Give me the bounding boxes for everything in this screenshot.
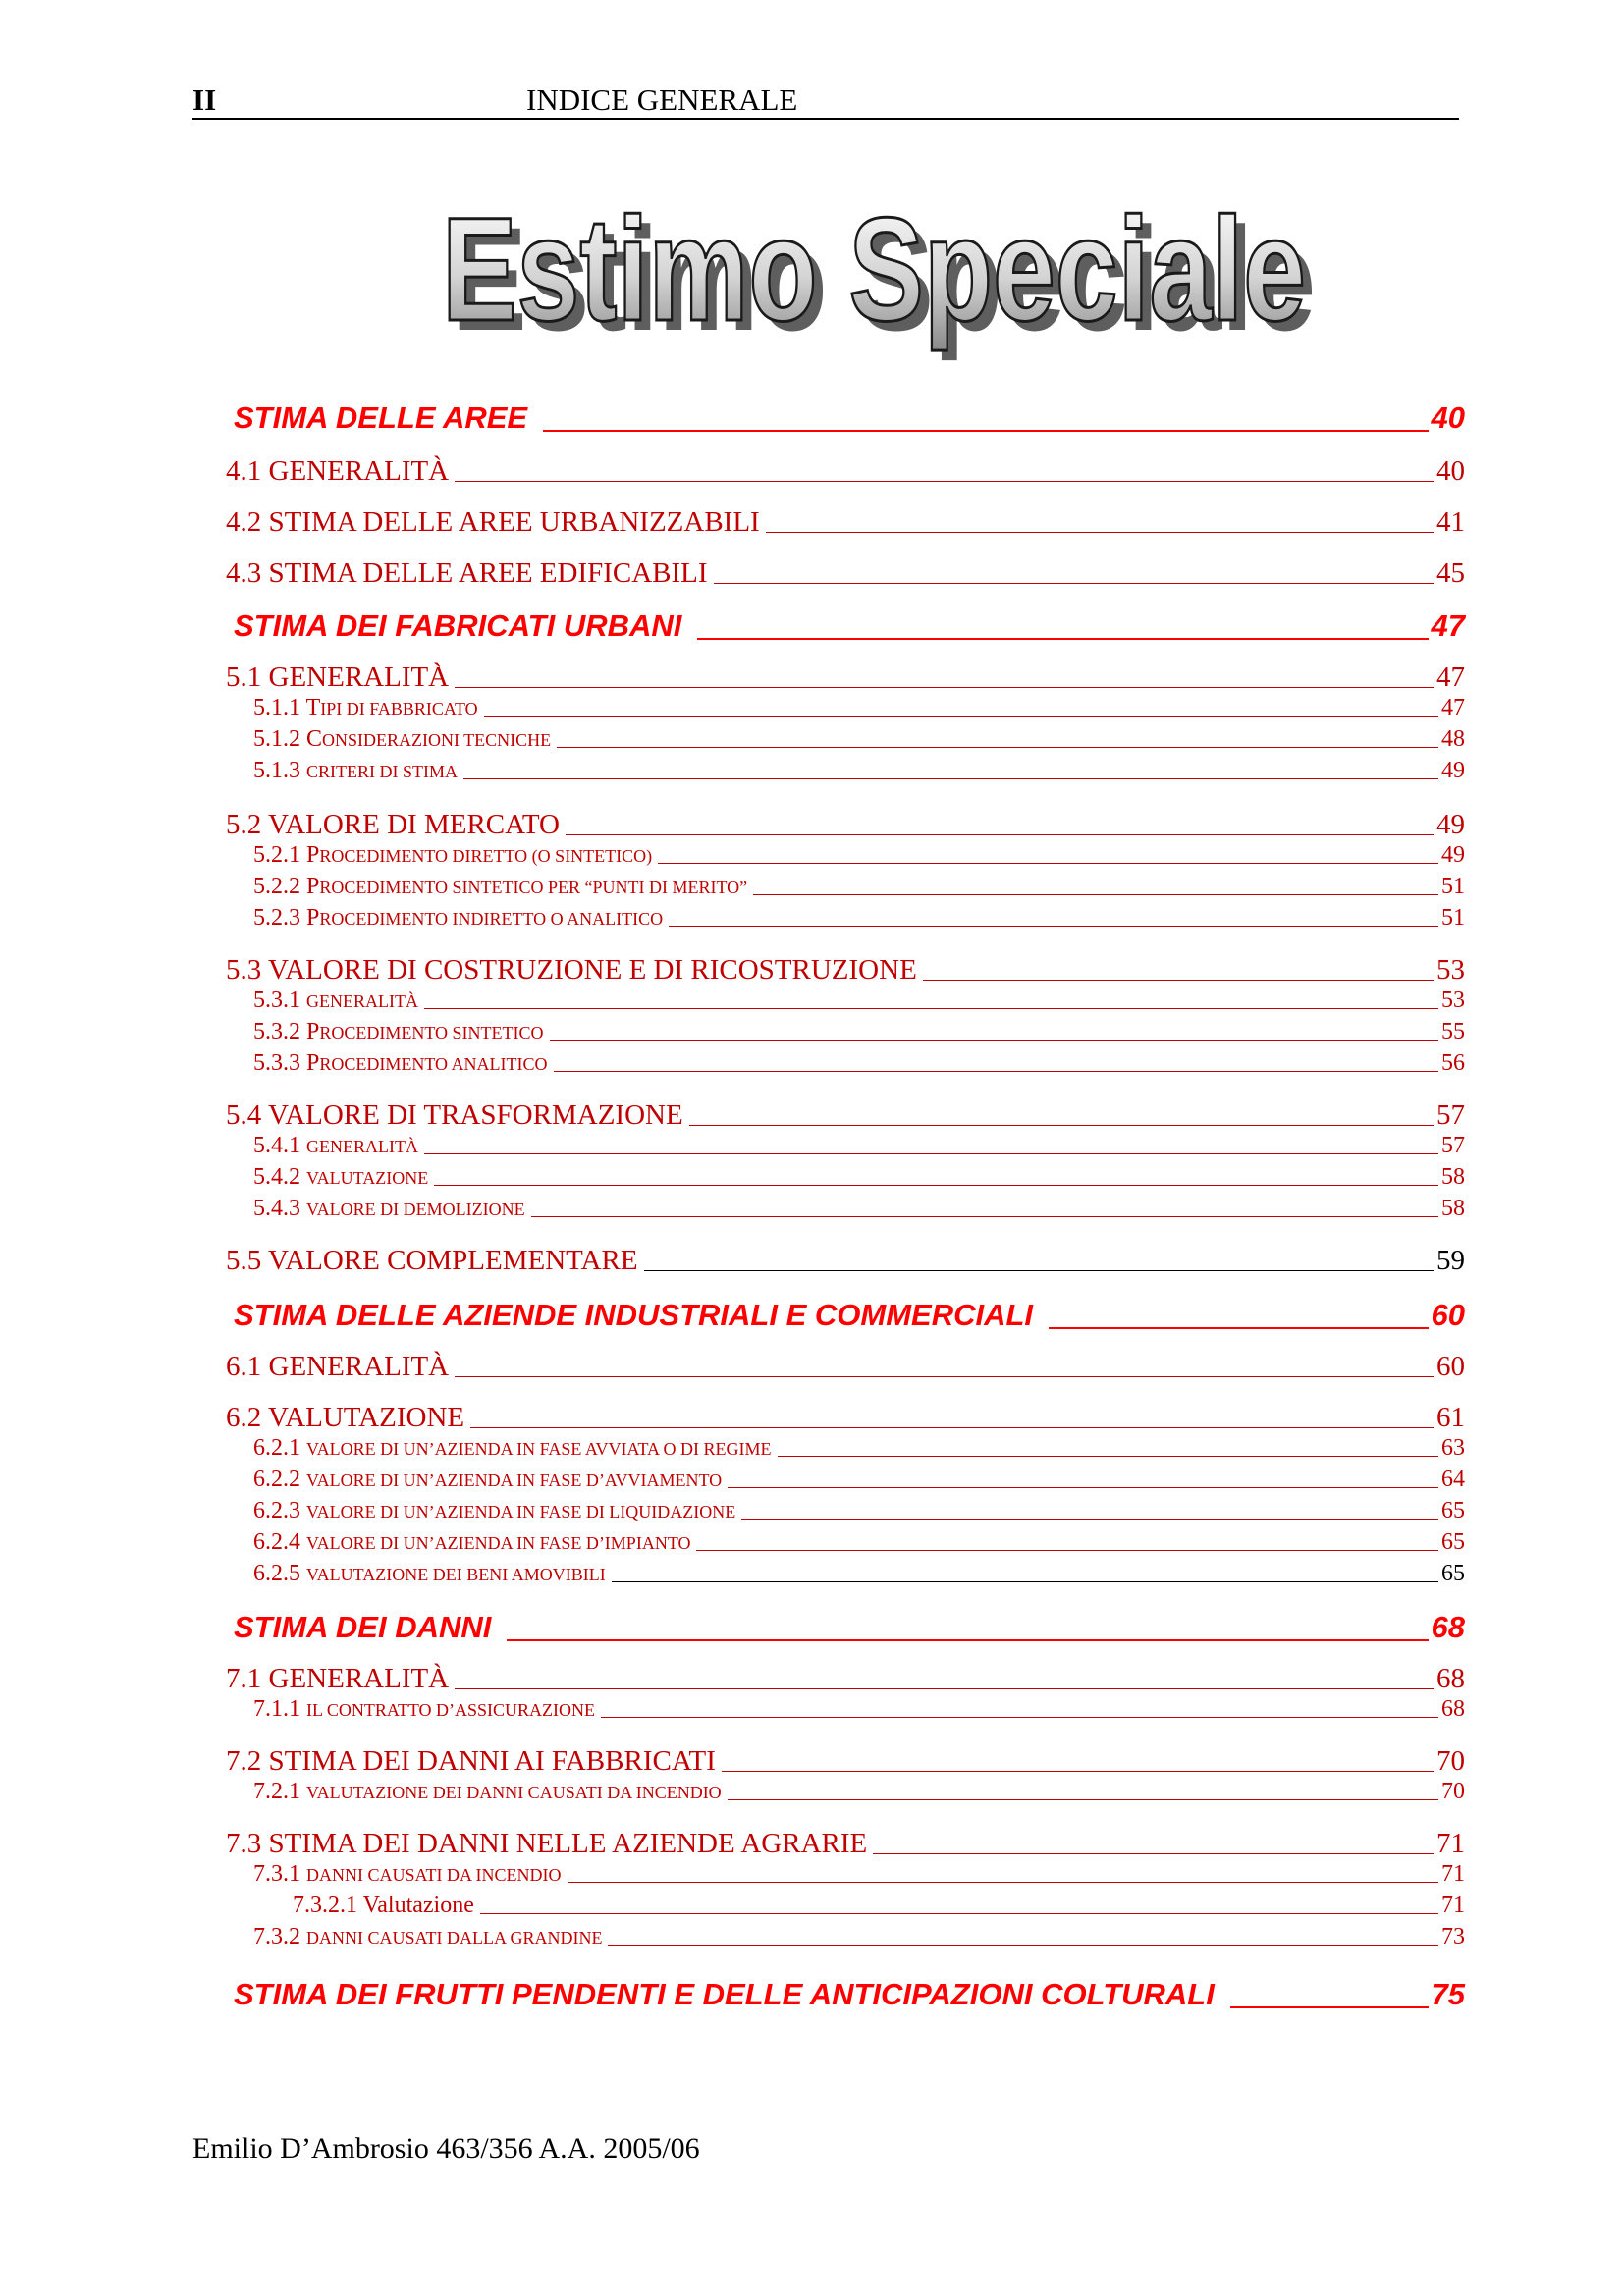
toc-entry-title: ROCEDIMENTO INDIRETTO O ANALITICO (319, 909, 664, 929)
toc-chapter[interactable] (226, 1610, 1465, 1645)
toc-page-number: 75 (1431, 1977, 1465, 2011)
toc-entry-title: GENERALITÀ (268, 1663, 450, 1694)
dot-leader (923, 980, 1434, 981)
toc-entry-number: 5.4.1 (253, 1133, 300, 1158)
dot-leader (1049, 1327, 1428, 1329)
dot-leader (601, 1717, 1438, 1718)
dot-leader (424, 1153, 1438, 1154)
toc-entry-initial: P (306, 874, 320, 899)
toc-entry-title: ROCEDIMENTO DIRETTO (O SINTETICO) (319, 846, 653, 866)
dot-leader (566, 834, 1434, 835)
toc-page-number: 45 (1436, 558, 1465, 589)
toc-subentry[interactable] (226, 905, 1465, 932)
dot-leader (543, 430, 1428, 432)
dot-leader (696, 1550, 1438, 1551)
toc-entry[interactable] (226, 1351, 1465, 1383)
toc-entry[interactable] (226, 1828, 1465, 1860)
dot-leader (722, 1771, 1434, 1772)
toc-page-number: 59 (1436, 1245, 1465, 1276)
toc-entry-title: IL CONTRATTO D’ASSICURAZIONE (306, 1700, 595, 1720)
toc-subentry[interactable] (226, 1050, 1465, 1077)
toc-chapter[interactable] (226, 400, 1465, 436)
toc-entry-number: 5.2.1 (253, 842, 300, 868)
toc-page-number: 47 (1431, 609, 1465, 643)
toc-page-number: 68 (1436, 1663, 1465, 1694)
toc-entry-number: 7.3.1 (253, 1861, 300, 1887)
toc-page-number: 71 (1436, 1828, 1465, 1859)
toc-entry-title: STIMA DELLE AREE URBANIZZABILI (268, 507, 760, 538)
toc-page-number: 71 (1441, 1893, 1465, 1918)
toc-page-number: 53 (1441, 988, 1465, 1013)
toc-subentry[interactable] (226, 1561, 1465, 1587)
toc-subentry[interactable] (226, 1467, 1465, 1493)
toc-entry-number: 5.5 (226, 1245, 262, 1276)
toc-entry[interactable] (226, 1402, 1465, 1434)
toc-entry-number: 7.2.1 (253, 1779, 300, 1804)
toc-page-number: 58 (1441, 1196, 1465, 1221)
toc-chapter-title: STIMA DELLE AREE (234, 400, 528, 435)
toc-subentry[interactable] (226, 1133, 1465, 1159)
dot-leader (778, 1456, 1438, 1457)
toc-page-number: 41 (1436, 507, 1465, 538)
toc-entry-title: VALORE DI UN’AZIENDA IN FASE DI LIQUIDAZIONE (306, 1502, 736, 1522)
dot-leader (644, 1270, 1434, 1271)
toc-entry-title: STIMA DEI DANNI AI FABBRICATI (268, 1745, 716, 1777)
toc-entry[interactable] (226, 455, 1465, 488)
toc-entry[interactable] (226, 558, 1465, 590)
dot-leader (658, 863, 1438, 864)
toc-subentry[interactable] (226, 695, 1465, 721)
toc-subentry[interactable] (226, 1861, 1465, 1888)
toc-entry-title: GENERALITÀ (268, 1351, 450, 1382)
toc-chapter[interactable] (226, 609, 1465, 644)
banner-wordart (422, 175, 1345, 361)
toc-entry-title: VALORE DI DEMOLIZIONE (306, 1200, 525, 1219)
toc-entry-number: 5.3.3 (253, 1050, 300, 1076)
dot-leader (608, 1945, 1438, 1946)
toc-entry-number: 7.3.2 (253, 1924, 300, 1949)
toc-entry-title: STIMA DEI DANNI NELLE AZIENDE AGRARIE (268, 1828, 868, 1859)
header-title: INDICE GENERALE (526, 82, 798, 117)
toc-page-number: 49 (1436, 809, 1465, 840)
toc-entry-title: VALORE COMPLEMENTARE (267, 1245, 638, 1276)
toc-entry[interactable] (226, 809, 1465, 841)
toc-entry-number: 6.2.4 (253, 1529, 300, 1555)
toc-entry[interactable] (226, 1663, 1465, 1695)
dot-leader (480, 1913, 1438, 1914)
toc-page-number: 51 (1441, 905, 1465, 931)
toc-page-number: 47 (1436, 662, 1465, 693)
toc-entry-title: DANNI CAUSATI DA INCENDIO (306, 1865, 562, 1885)
toc-entry-number: 6.1 (226, 1351, 262, 1382)
dot-leader (550, 1040, 1438, 1041)
toc-chapter[interactable] (226, 1977, 1465, 2012)
toc-entry[interactable] (226, 954, 1465, 987)
toc-entry-number: 5.1 (226, 662, 262, 693)
toc-subentry[interactable] (226, 1924, 1465, 1950)
toc-entry-number: 5.4.2 (253, 1164, 300, 1190)
toc-entry-initial: P (306, 905, 320, 931)
toc-page-number: 49 (1441, 758, 1465, 783)
toc-entry-number: 5.1.3 (253, 758, 300, 783)
toc-page-number: 51 (1441, 874, 1465, 899)
toc-entry-title: GENERALITÀ (268, 662, 450, 693)
toc-entry-number: 5.4.3 (253, 1196, 300, 1221)
toc-subentry[interactable] (226, 1196, 1465, 1222)
toc-page-number: 65 (1441, 1498, 1465, 1523)
dot-leader (434, 1185, 1438, 1186)
toc-entry-title: GENERALITÀ (268, 455, 450, 487)
toc-entry-number: 6.2 (226, 1402, 262, 1433)
toc-entry-title: ROCEDIMENTO SINTETICO PER “PUNTI DI MERITO” (319, 878, 748, 897)
toc-entry-title: VALORE DI TRASFORMAZIONE (267, 1099, 683, 1131)
dot-leader (557, 747, 1438, 748)
toc-subentry[interactable] (226, 1019, 1465, 1045)
dot-leader (741, 1519, 1438, 1520)
toc-entry[interactable] (226, 1099, 1465, 1132)
toc-entry-title: VALUTAZIONE DEI DANNI CAUSATI DA INCENDIO (306, 1783, 722, 1802)
dot-leader (1230, 2006, 1429, 2008)
toc-entry[interactable] (226, 1245, 1465, 1277)
toc-entry-number: 6.2.1 (253, 1435, 300, 1461)
toc-entry-number: 7.1 (226, 1663, 262, 1694)
toc-subentry[interactable] (226, 1696, 1465, 1723)
toc-entry-initial: C (306, 726, 323, 752)
toc-entry-title: GENERALITÀ (306, 1137, 418, 1156)
toc-entry-initial: P (306, 1050, 320, 1076)
dot-leader (463, 778, 1438, 779)
toc-page-number: 70 (1436, 1745, 1465, 1777)
toc-page-number: 47 (1441, 695, 1465, 721)
toc-entry-number: 5.3 (226, 954, 262, 986)
toc-subentry[interactable] (226, 842, 1465, 869)
dot-leader (507, 1639, 1428, 1641)
toc-entry-initial: P (306, 842, 320, 868)
banner-shadow: Estimo Speciale (452, 196, 1316, 361)
toc-entry-title: GENERALITÀ (306, 991, 418, 1011)
toc-chapter[interactable] (226, 1298, 1465, 1333)
toc-subentry[interactable] (226, 874, 1465, 900)
toc-page-number: 65 (1441, 1561, 1465, 1586)
toc-entry-number: 5.2.2 (253, 874, 300, 899)
toc-page-number: 60 (1431, 1298, 1465, 1332)
toc-entry-number: 6.2.2 (253, 1467, 300, 1492)
toc-entry-title: VALORE DI UN’AZIENDA IN FASE D’AVVIAMENTO (306, 1470, 723, 1490)
toc-entry-title: DANNI CAUSATI DALLA GRANDINE (306, 1928, 603, 1948)
dot-leader (873, 1853, 1434, 1854)
dot-leader (669, 926, 1438, 927)
dot-leader (424, 1008, 1438, 1009)
toc-entry-number: 7.1.1 (253, 1696, 300, 1722)
toc-entry-initial: P (306, 1019, 320, 1044)
dot-leader (531, 1216, 1438, 1217)
toc-entry-number: 7.3.2.1 (293, 1893, 357, 1918)
toc-subentry[interactable] (226, 1498, 1465, 1524)
toc-subentry[interactable] (226, 726, 1465, 753)
header-page-number: II (192, 82, 217, 117)
dot-leader (728, 1487, 1438, 1488)
toc-page-number: 56 (1441, 1050, 1465, 1076)
toc-subentry[interactable] (226, 1164, 1465, 1191)
toc-page-number: 73 (1441, 1924, 1465, 1949)
toc-entry-title: VALUTAZIONE DEI BENI AMOVIBILI (306, 1565, 606, 1584)
dot-leader (484, 716, 1438, 717)
running-header (192, 82, 1459, 120)
toc-page-number: 61 (1436, 1402, 1465, 1433)
toc-entry[interactable] (226, 1745, 1465, 1778)
dot-leader (455, 481, 1434, 482)
dot-leader (697, 638, 1428, 640)
dot-leader (568, 1882, 1439, 1883)
toc-subentry[interactable] (226, 758, 1465, 784)
toc-chapter-title: STIMA DEI FABRICATI URBANI (234, 609, 682, 643)
dot-leader (714, 583, 1434, 584)
dot-leader (766, 532, 1434, 533)
toc-entry-number: 4.1 (226, 455, 262, 487)
dot-leader (470, 1427, 1434, 1428)
toc-entry-title: VALORE DI MERCATO (267, 809, 560, 840)
page-footer: Emilio D’Ambrosio 463/356 A.A. 2005/06 (192, 2132, 700, 2164)
toc-entry-title: VALORE DI UN’AZIENDA IN FASE D’IMPIANTO (306, 1533, 691, 1553)
toc-chapter-title: STIMA DELLE AZIENDE INDUSTRIALI E COMMERCIALI (234, 1298, 1034, 1332)
dot-leader (753, 894, 1438, 895)
dot-leader (728, 1799, 1438, 1800)
toc-page-number: 53 (1436, 954, 1465, 986)
toc-entry[interactable] (226, 662, 1465, 694)
toc-page-number: 63 (1441, 1435, 1465, 1461)
toc-subentry[interactable] (226, 1529, 1465, 1556)
dot-leader (455, 687, 1434, 688)
toc-subentry[interactable] (226, 988, 1465, 1014)
toc-entry-title: VALORE DI COSTRUZIONE E DI RICOSTRUZIONE (267, 954, 917, 986)
toc-entry-title: VALUTAZIONE (267, 1402, 465, 1433)
toc-entry-title: CRITERI DI STIMA (306, 762, 458, 781)
toc-subentry[interactable] (226, 1435, 1465, 1462)
toc-subsubentry[interactable] (226, 1893, 1465, 1919)
toc-page-number: 40 (1431, 400, 1465, 435)
toc-entry-title: STIMA DELLE AREE EDIFICABILI (268, 558, 708, 589)
toc-page-number: 57 (1436, 1099, 1465, 1131)
toc-page-number: 40 (1436, 455, 1465, 487)
toc-page-number: 68 (1441, 1696, 1465, 1722)
toc-entry-number: 5.2.3 (253, 905, 300, 931)
toc-entry-number: 4.3 (226, 558, 262, 589)
toc-entry-number: 6.2.3 (253, 1498, 300, 1523)
toc-page-number: 55 (1441, 1019, 1465, 1044)
toc-entry-title: IPI DI FABBRICATO (320, 699, 478, 719)
toc-chapter-title: STIMA DEI DANNI (234, 1610, 492, 1644)
dot-leader (455, 1376, 1434, 1377)
toc-entry-title: Valutazione (362, 1893, 474, 1918)
dot-leader (554, 1071, 1438, 1072)
toc-page-number: 57 (1441, 1133, 1465, 1158)
toc-page-number: 71 (1441, 1861, 1465, 1887)
toc-entry-number: 5.3.1 (253, 988, 300, 1013)
toc-page-number: 60 (1436, 1351, 1465, 1382)
toc-subentry[interactable] (226, 1779, 1465, 1805)
toc-entry-title: VALORE DI UN’AZIENDA IN FASE AVVIATA O DI REGIME (306, 1439, 772, 1459)
toc-page-number: 64 (1441, 1467, 1465, 1492)
toc-entry-number: 5.3.2 (253, 1019, 300, 1044)
toc-entry-number: 7.3 (226, 1828, 262, 1859)
toc-entry-number: 5.4 (226, 1099, 262, 1131)
toc-entry-title: ROCEDIMENTO ANALITICO (319, 1054, 548, 1074)
dot-leader (689, 1125, 1434, 1126)
dot-leader (455, 1688, 1434, 1689)
toc-page-number: 58 (1441, 1164, 1465, 1190)
toc-entry-title: VALUTAZIONE (306, 1168, 429, 1188)
toc-page-number: 48 (1441, 726, 1465, 752)
dot-leader (612, 1581, 1438, 1582)
banner-text: Estimo Speciale (442, 187, 1306, 351)
toc-page-number: 65 (1441, 1529, 1465, 1555)
toc-entry-number: 5.1.1 (253, 695, 300, 721)
toc-entry-number: 4.2 (226, 507, 262, 538)
toc-page-number: 70 (1441, 1779, 1465, 1804)
toc-entry-number: 5.1.2 (253, 726, 300, 752)
toc-page-number: 68 (1431, 1610, 1465, 1644)
toc-page-number: 49 (1441, 842, 1465, 868)
toc-chapter-title: STIMA DEI FRUTTI PENDENTI E DELLE ANTICIPAZIONI COLTURALI (234, 1977, 1215, 2011)
title-banner (422, 175, 1345, 361)
toc-entry-number: 6.2.5 (253, 1561, 300, 1586)
toc-entry-initial: T (305, 695, 321, 721)
toc-entry-title: ROCEDIMENTO SINTETICO (319, 1023, 544, 1042)
toc-entry-number: 7.2 (226, 1745, 262, 1777)
toc-entry-number: 5.2 (226, 809, 262, 840)
toc-entry-title: ONSIDERAZIONI TECNICHE (322, 730, 552, 750)
toc-entry[interactable] (226, 507, 1465, 539)
